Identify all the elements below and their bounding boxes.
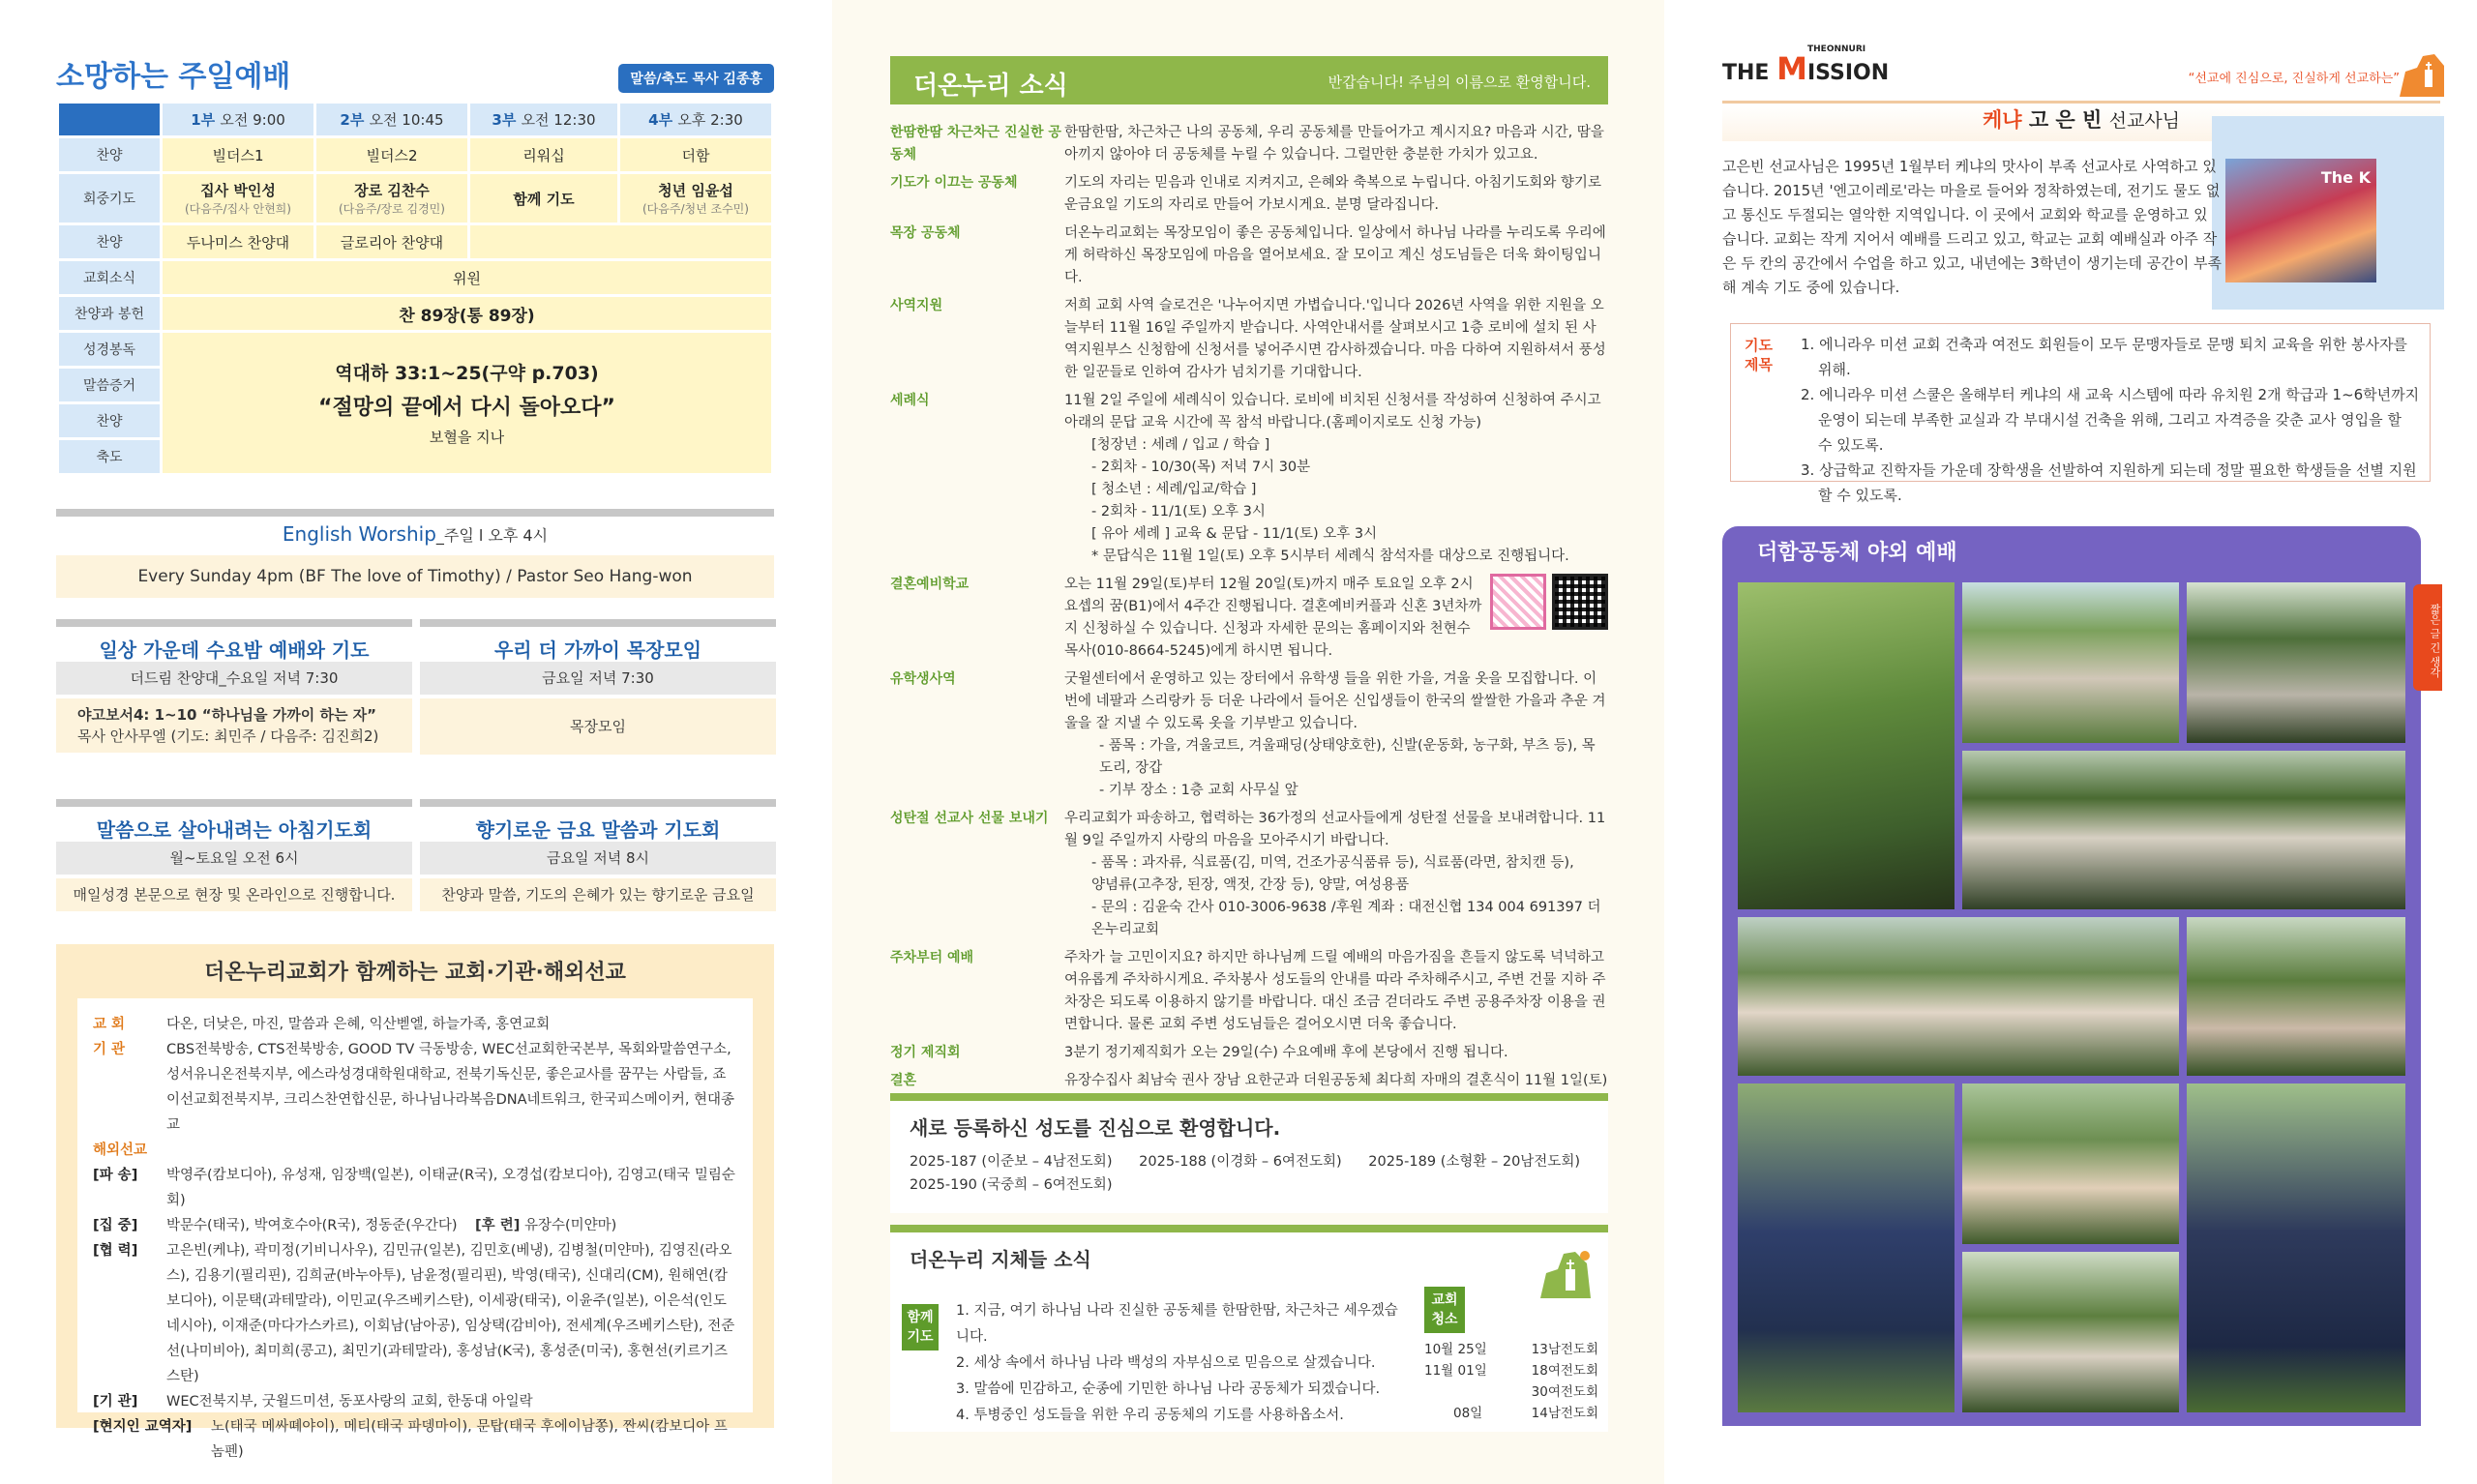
morning-prayer: 말씀으로 살아내려는 아침기도회 월~토요일 오전 6시 매일성경 본문으로 현장 및 온라인으로 진행합니다. [56,799,412,911]
english-worship-title: English Worship_주일 l 오후 4시 [282,522,549,546]
list-item: 정기 제직회 3분기 정기제직회가 오는 29일(수) 수요예배 후에 본당에서 진행 됩니다. [890,1045,1508,1060]
table-cell: 집사 박인성 (다음주/집사 안현희) [163,174,313,223]
table-cell: 글로리아 찬양대 [316,225,467,258]
side-tab[interactable]: 짧은 글 긴 생각 [2413,584,2442,691]
photo [1738,1083,1955,1412]
service-table [56,101,774,476]
wednesday-worship: 일상 가운데 수요밤 예배와 기도 더드림 찬양대_수요일 저녁 7:30 야고보서4: 1~10 “하나님을 가까이 하는 자” 목사 안사무엘 (기도: 최민주 / 다음주: 김진희2) [56,619,412,753]
member-news: 더온누리 지체들 소식 함께 기도 1. 지금, 여기 하나님 나라 진실한 공동체를 한땀한땀, 차근차근 세우겠습니다. 2. 세상 속에서 하나님 나라 백성의 자부심으로 믿음으로 살겠습니다. 3. 말씀에 민감하고, 순종에 기민한 하나님 나라 공동체가 되겠습니다. 4. 투병중인 성도들을 위한 우리 공동체의 기도를 사용하옵소서. 교회 청소 10월 25일 13남전도회 11월 01일 18여전도회 30여전도회 08일 14남전도회 [890,1225,1608,1432]
row-label: 찬양 [59,404,160,437]
table-corner [59,104,160,135]
service-2-header: 2부 오전 10:45 [316,104,467,135]
row-label: 찬양과 봉헌 [59,297,160,330]
list-item: 결혼예비학교 오는 11월 29일(토)부터 12월 20일(토)까지 매주 토요일 오후 2시 요셉의 꿈(B1)에서 4주간 진행됩니다. 결혼예비커플과 신혼 3년차까지 신청하실 수 있습니다. 신청과 자세한 문의는 홈페이지와 천현수 목사(010-8664-5245)에게 하시면 됩니다. [890,574,1608,663]
cell-group-meeting: 우리 더 가까이 목장모임 금요일 저녁 7:30 목장모임 [420,619,776,755]
cleaning-tag: 교회 청소 [1424,1287,1465,1333]
sermon-cell [163,333,771,473]
photo [2187,917,2405,1076]
partner-list: 교 회 다온, 더낮은, 마진, 말씀과 은혜, 익산벧엘, 하늘가족, 홍연교회 기 관 CBS전북방송, CTS전북방송, GOOD TV 극동방송, WEC선교회한국본부, 목회와말씀연구소, 성서유니온전북지부, 에스라성경대학원대학교, 전북기독신문, 좋은교사를 꿈꾸는 사람들, 죠이선교회전북지부, 크리스찬연합신문, 하나님나라복음DNA네트워크, 한국피스메이커, 현대종교 해외선교 [파 송] 박영주(캄보디아), 유성재, 임장백(일본), 이태균(R국), 오경섭(캄보디아), 김영고(태국 밀림순회) [집 중] 박문수(태국), 박여호수아(R국), 정동준(우간다) [후 련] 유장수(미얀마) [협 력] 고은빈(케냐), 곽미정(기비니사우), 김민규(일본), 김민호(베냉), 김병철(미얀마), 김영진(라오스), 김용기(필리핀), 김희균(바누아투), 남윤정(필리핀), 박영(태국), 신대리(CM), 원해연(캄보디아), 이문택(과테말라), 이민교(우즈베키스탄), 이세광(태국), 이윤주(일본), 이은석(인도네시아), 이재준(마다가스카르), 이회남(남아공), 임상택(감비아), 전세계(우즈베키스탄), 전준선(나미비아), 최미희(콩고), 최민기(과테말라), 홍성남(K국), 홍성준(미국), 홍현선(키르기즈스탄) [기 관] WEC전북지부, 굿윌드미션, 동포사랑의 교회, 한동대 아일락 [현지인 교역자] 노(태국 메싸뗴야이), 메티(태국 파뎅마이), 문탑(태국 후에이남쫑), 짠씨(캄보디아 프놈펜) [77,998,753,1412]
worship-header [56,52,774,94]
qr-code-icon [1490,574,1546,630]
table-cell: 함께 기도 [470,174,617,223]
photo [1738,582,1955,909]
new-members: 새로 등록하신 성도를 진심으로 환영합니다. 2025-187 (이준보 – 4남전도회) 2025-188 (이경화 – 6여전도회) 2025-189 (소형환 – 20남전도회) 2025-190 (국중희 – 6여전도회) [890,1093,1608,1213]
photo [1962,582,2179,743]
partner-title: 더온누리교회가 함께하는 교회·기관·해외선교 [204,961,626,985]
table-cell: 리워십 [470,138,617,171]
list-item: 기도가 이끄는 공동체 기도의 자리는 믿음과 인내로 지켜지고, 은혜와 축복으로 누립니다. 아침기도회와 향기로운금요일 기도의 자리로 만들어 가보시게요. 분명 달라집니다. [890,175,1601,213]
church-icon [1537,1244,1595,1302]
friday-prayer: 향기로운 금요 말씀과 기도회 금요일 저녁 8시 찬양과 말씀, 기도의 은혜가 있는 향기로운 금요일 [420,799,776,911]
list-item: 유학생사역 굿윌센터에서 운영하고 있는 장터에서 유학생 들을 위한 가을, 겨울 옷을 모집합니다. 이번에 네팔과 스리랑카 등 더운 나라에서 들어온 신입생들이 한국의 쌀쌀한 가을과 추운 겨울을 잘 지낼 수 있도록 옷을 기부받고 있습니다. - 품목 : 가을, 겨울코트, 겨울패딩(상태양호한), 신발(운동화, 농구화, 부츠 등), 목도리, 장갑 - 기부 장소 : 1층 교회 사무실 앞 [890,671,1606,798]
mission-panel [1664,0,2477,1484]
divider [1722,101,2440,104]
photo [2187,582,2405,743]
slogan: “선교에 진심으로, 진실하게 선교하는” [2188,72,2400,86]
sermon-subtitle: 보혈을 지나 [429,429,505,446]
service-1-header: 1부 오전 9:00 [163,104,313,135]
table-cell: 빌더스1 [163,138,313,171]
sermon-title: “절망의 끝에서 다시 돌아오다” [318,396,615,420]
service-4-header: 4부 오후 2:30 [620,104,771,135]
row-label: 회중기도 [59,174,160,223]
mission-logo: THE MISSION [1722,50,1890,87]
prayer-tag: 기도 제목 [1745,337,1773,373]
table-cell: 위원 [163,261,771,294]
table-cell: 청년 임윤섭 (다음주/청년 조수민) [620,174,771,223]
row-label: 말씀증거 [59,369,160,401]
missionary-title: 케냐 고 은 빈 선교사님 [1722,104,2440,141]
row-label: 찬양 [59,138,160,171]
row-label: 축도 [59,440,160,473]
list-item: 주차부터 예배 주차가 늘 고민이지요? 하지만 하나님께 드릴 예배의 마음가짐을 흔들지 않도록 넉넉하고 여유롭게 주차하시게요. 주차봉사 성도들의 안내를 따라 주차해주시고, 주변 건물 지하 주차장은 되도록 이용하지 않기를 바랍니다. 대신 조금 걷더라도 주변 공용주차장 이용을 권면합니다. 물론 교회 주변 성도님들은 걸어오시면 더욱 좋습니다. [890,950,1606,1032]
table-cell: 두나미스 찬양대 [163,225,313,258]
list-item: 성탄절 선교사 선물 보내기 우리교회가 파송하고, 협력하는 36가정의 선교사들에게 성탄절 선물을 보내려합니다. 11월 9일 주일까지 사랑의 마음을 모아주시기 바랍니다. - 품목 : 과자류, 식료품(김, 미역, 건조가공식품류 등), 식료품(라면, 참치캔 등), 양념류(고추장, 된장, 액젓, 간장 등), 양말, 여성용품 - 문의 : 김윤숙 간사 010-3006-9638 /후원 계좌 : 대전신협 134 004 691397 더온누리교회 [890,811,1606,937]
prayer-list: 1. 지금, 여기 하나님 나라 진실한 공동체를 한땀한땀, 차근차근 세우겠습니다. 2. 세상 속에서 하나님 나라 백성의 자부심으로 믿음으로 살겠습니다. 3. 말씀에 민감하고, 순종에 기민한 하나님 나라 공동체가 되겠습니다. 4. 투병중인 성도들을 위한 우리 공동체의 기도를 사용하옵소서. [956,1303,1398,1423]
table-cell: 더함 [620,138,771,171]
partner-section [56,944,774,1460]
table-cell: 빌더스2 [316,138,467,171]
outdoor-worship [1722,526,2441,1426]
preacher-badge: 말씀/축도 목사 김종흥 [618,64,774,93]
page-title: 소망하는 주일예배 [56,60,291,94]
hymn-cell: 찬 89장(통 89장) [163,297,771,330]
missionary-photo: The K [2225,159,2376,282]
row-label: 성경봉독 [59,333,160,366]
table-cell [470,225,771,258]
photo [1962,1083,2179,1244]
church-icon [2398,50,2446,99]
qr-codes[interactable] [1490,574,1608,630]
outdoor-title: 더함공동체 야외 예배 [1757,541,1957,565]
row-label: 교회소식 [59,261,160,294]
list-item: 목장 공동체 더온누리교회는 목장모임이 좋은 공동체입니다. 일상에서 하나님 나라를 누리도록 우리에게 허락하신 목장모임에 마음을 열어보세요. 잘 모이고 계신 성도님들은 더욱 화이팅입니다. [890,225,1606,285]
row-label: 찬양 [59,225,160,258]
english-worship-detail: Every Sunday 4pm (BF The love of Timothy) / Pastor Seo Hang-won [56,555,774,598]
news-panel [832,0,1664,1484]
worship-panel [0,0,832,1484]
news-list [890,122,1608,1120]
prayer-requests: 기도 제목 1. 에니라우 미션 교회 건축과 여전도 회원들이 모두 문맹자들로 문맹 퇴치 교육을 위한 봉사자를 위해. 2. 에니라우 미션 스쿨은 올해부터 케냐의 새 교육 시스템에 따라 유치원 2개 학급과 1~6학년까지 운영이 되는데 부족한 교실과 각 부대시설 건축을 위해, 그리고 자격증을 갖춘 교사 영입을 할 수 있도록. 3. 상급학교 진학자들 가운데 장학생을 선발하여 지원하게 되는데 정말 필요한 학생들을 선별 지원할 수 있도록. [1730,323,2431,482]
logo-subtext: THEONNURI [1807,45,1866,54]
photo [1962,751,2405,909]
list-item: 세례식 11월 2일 주일에 세례식이 있습니다. 로비에 비치된 신청서를 작성하여 신청하여 주시고 아래의 문답 교육 시간에 꼭 참석 바랍니다.(홈페이지로도 신청 가능) [청장년 : 세례 / 입교 / 학습 ] - 2회차 - 10/30(목) 저녁 7시 30분 [ 청소년 : 세례/입교/학습 ] - 2회차 - 11/1(토) 오후 3시 [ 유아 세례 ] 교육 & 문답 - 11/1(토) 오후 3시 * 문답식은 11월 1일(토) 오후 5시부터 세례식 참석자를 대상으로 진행됩니다. [890,393,1601,564]
news-header [890,56,1608,104]
list-item: 한땀한땀 차근차근 진실한 공동체 한땀한땀, 차근차근 나의 공동체, 우리 공동체를 만들어가고 계시지요? 마음과 시간, 땀을 아끼지 않아야 더 공동체를 누릴 수 있습니다. 그럴만한 충분한 가치가 있고요. [890,125,1604,163]
table-cell: 장로 김찬수 (다음주/장로 김경민) [316,174,467,223]
photo [2187,1083,2405,1412]
scripture-reference: 역대하 33:1~25(구약 p.703) [335,363,599,384]
list-item: 사역지원 저희 교회 사역 슬로건은 '나누어지면 가볍습니다.'입니다 2026년 사역을 위한 지원을 오늘부터 11월 16일 주일까지 받습니다. 사역안내서를 살펴보시고 1층 로비에 설치 된 사역지원부스 신청함에 신청서를 넣어주시면 감사하겠습니다. 마음 다하여 지원하셔서 풍성한 일꾼들로 인하여 감사가 넘치기를 기대합니다. [890,298,1606,380]
service-3-header: 3부 오전 12:30 [470,104,617,135]
welcome-text: 반갑습니다! 주님의 이름으로 환영합니다. [1328,74,1591,91]
cleaning-schedule: 10월 25일 13남전도회 11월 01일 18여전도회 30여전도회 08일 14남전도회 [1424,1342,1598,1421]
divider [56,509,774,517]
photo [1738,917,2179,1076]
pray-tag: 함께 기도 [902,1304,939,1350]
missionary-text: 고은빈 선교사님은 1995년 1월부터 케냐의 맛사이 부족 선교사로 사역하고 있습니다. 2015년 '엔고이레로'라는 마을로 들어와 정착하였는데, 전기도 물도 없고 통신도 두절되는 열악한 지역입니다. 이 곳에서 교회와 학교를 운영하고 있습니다. 교회는 작게 지어서 예배를 드리고 있고, 학교는 교회 예배실과 아주 작은 두 칸의 공간에서 수업을 하고 있고, 내년에는 3학년이 생기는데 공간이 부족해 계속 기도 중에 있습니다. [1722,158,2222,296]
news-title: 더온누리 소식 [913,72,1068,101]
photo [1962,1252,2179,1412]
qr-code-icon [1552,574,1608,630]
list-item: 결혼 유장수집사 최남숙 권사 장남 요한군과 더원공동체 최다희 자매의 결혼식이 11월 1일(토) [890,1073,1608,1088]
